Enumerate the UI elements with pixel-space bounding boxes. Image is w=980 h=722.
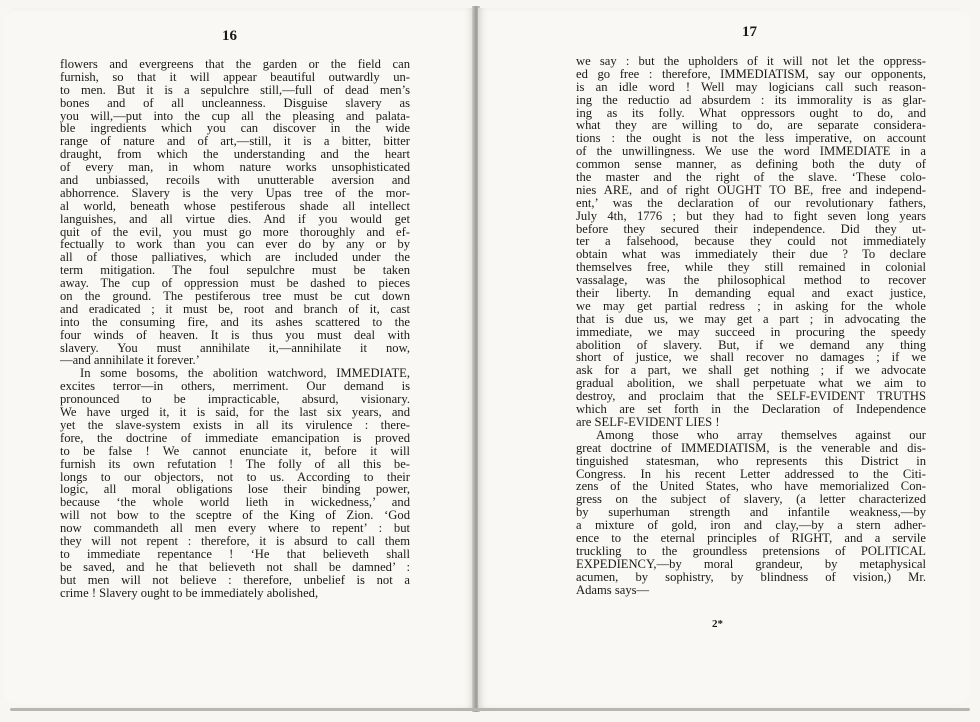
text-line: and unbiassed, recoils with unutterable aversion and bbox=[60, 173, 410, 188]
text-line: be saved, and he that believeth not shall be damned’ : bbox=[60, 559, 410, 574]
text-line: zens of the United States, who have memorialized Con- bbox=[576, 479, 926, 494]
text-line: destroy, and proclaim that the SELF-EVIDENT TRUTHS bbox=[576, 389, 926, 404]
text-line: ence to the eternal principles of RIGHT, and a servile bbox=[576, 530, 926, 545]
text-line: they will not repent : therefore, it is absurd to call them bbox=[60, 533, 410, 548]
text-line: crime ! Slavery ought to be immediately abolished, bbox=[60, 585, 319, 600]
text-line: a mixture of gold, iron and clay,—by a stern adher- bbox=[576, 518, 926, 533]
text-line: of every man, in whom nature works unsophisticated bbox=[60, 160, 410, 175]
text-line: al world, beneath whose pestiferous shade all intellect bbox=[60, 198, 410, 213]
text-line: but men will not believe : therefore, unbelief is not a bbox=[60, 572, 410, 587]
text-line: slavery. You must annihilate it,—annihilate it now, bbox=[60, 340, 410, 355]
text-line: abhorrence. Slavery is the very Upas tree of the mor- bbox=[60, 185, 410, 200]
text-line: common sense manner, as defining both the duty of bbox=[576, 157, 926, 172]
text-line: ter a falsehood, because they could not immediately bbox=[576, 234, 926, 249]
text-line: ask for a part, we shall get nothing ; if we advocate bbox=[576, 363, 926, 378]
text-line: and eradicated ; it must be, root and branch of it, cast bbox=[60, 301, 410, 316]
text-line: which are set forth in the Declaration of Independence bbox=[576, 402, 926, 417]
text-line: We have urged it, it is said, for the last six years, and bbox=[60, 405, 410, 420]
text-line: fore, the doctrine of immediate emancipation is proved bbox=[60, 430, 410, 445]
text-line: we may get partial redress ; in asking for the whole bbox=[576, 298, 926, 313]
text-line: range of nature and of art,—still, it is a bitter, bitter bbox=[60, 134, 410, 149]
text-line: furnish, so that it will appear beautiful outwardly un- bbox=[60, 69, 410, 84]
text-line: Congress. In his recent Letter addressed to the Citi- bbox=[576, 466, 926, 481]
text-line: is an idle word ! Well may logicians call such reason- bbox=[576, 79, 926, 94]
text-line: into the consuming fire, and its ashes scattered to the bbox=[60, 314, 410, 329]
text-line: furnish its own refutation ! The folly of all this be- bbox=[60, 456, 410, 471]
text-line: term mitigation. The foul sepulchre must be taken bbox=[60, 263, 410, 278]
text-line: bones and of all uncleanness. Disguise slavery as bbox=[60, 95, 410, 110]
text-line: obtain what was immediately their due ? To declare bbox=[576, 247, 926, 262]
text-line: because ‘the whole world lieth in wickedness,’ and bbox=[60, 495, 410, 510]
text-line: ent,’ was the declaration of our revolutionary fathers, bbox=[576, 195, 926, 210]
text-line: longs to our objectors, not to us. According to their bbox=[60, 469, 410, 484]
text-line: you will,—put into the cup all the pleasing and palata- bbox=[60, 108, 410, 123]
text-line: the master and the right of the slave. ‘These colo- bbox=[576, 170, 926, 185]
text-line: excites terror—in others, merriment. Our demand is bbox=[60, 379, 410, 394]
text-line: July 4th, 1776 ; but they had to fight seven long years bbox=[576, 208, 926, 223]
text-line: to immediate repentance ! ‘He that believeth shall bbox=[60, 546, 410, 561]
text-line: yet the slave-system exists in all its virulence : there- bbox=[60, 417, 410, 432]
text-line: short of justice, we shall recover no damages ; if we bbox=[576, 350, 926, 365]
text-line: themselves free, while they still remained in colonial bbox=[576, 260, 926, 275]
text-line: flowers and evergreens that the garden or the field can bbox=[60, 57, 410, 71]
text-line: their liberty. In demanding equal and exact justice, bbox=[576, 286, 926, 301]
text-line: fectually to work than you can ever do by any or by bbox=[60, 237, 410, 252]
text-line: ing as its folly. What oppressors ought to do, and bbox=[576, 105, 926, 120]
text-line: what they are willing to do, are separate considera- bbox=[576, 118, 926, 133]
text-line: Among those who array themselves against our bbox=[596, 427, 926, 442]
text-line: tions : the ought is not the less imperative, on account bbox=[576, 131, 926, 146]
text-line: are SELF-EVIDENT LIES ! bbox=[576, 414, 720, 429]
right-page bbox=[478, 8, 970, 708]
text-line: away. The cup of oppression must be dashed to pieces bbox=[60, 276, 410, 291]
right-page-number: 17 bbox=[742, 24, 757, 40]
text-line: logic, all moral obligations lose their binding power, bbox=[60, 482, 410, 497]
text-line: before they secured their independence. Did they ut- bbox=[576, 221, 926, 236]
text-line: —and annihilate it forever.’ bbox=[60, 353, 200, 368]
text-line: In some bosoms, the abolition watchword, IMMEDIATE, bbox=[80, 366, 410, 381]
text-line: gress on the subject of slavery, (a letter characterized bbox=[576, 492, 926, 507]
text-line: gradual abolition, we shall perpetuate what we aim to bbox=[576, 376, 926, 391]
text-line: to be false ! We cannot enunciate it, before it will bbox=[60, 443, 410, 458]
text-line: languishes, and all virtue dies. And if you would get bbox=[60, 211, 410, 226]
text-line: truckling to the groundless pretensions of POLITICAL bbox=[576, 543, 926, 558]
text-line: draught, from which the understanding and the heart bbox=[60, 147, 410, 162]
text-line: now commandeth all men every where to repent’ : but bbox=[60, 521, 410, 536]
text-line: pronounced to be impracticable, absurd, visionary. bbox=[60, 392, 410, 407]
text-line: we say : but the upholders of it will not let the oppress- bbox=[576, 54, 926, 68]
text-line: tinguished statesman, who represents this District in bbox=[576, 453, 926, 468]
left-page-text bbox=[60, 58, 410, 599]
text-line: quit of the evil, you must go more thoroughly and ef- bbox=[60, 224, 410, 239]
text-line: ed go free : therefore, IMMEDIATISM, say our opponents, bbox=[576, 66, 926, 81]
text-line: EXPEDIENCY,—by moral grandeur, by metaphysical bbox=[576, 556, 926, 571]
text-line: ing the reductio ad absurdem : its immorality is as glar- bbox=[576, 92, 926, 107]
text-line: on the ground. The pestiferous tree must be cut down bbox=[60, 289, 410, 304]
signature-mark: 2* bbox=[712, 618, 723, 630]
text-line: that is due us, we may get a part ; in advocating the bbox=[576, 311, 926, 326]
text-line: by superhuman strength and infantile weakness,—by bbox=[576, 505, 926, 520]
text-line: acumen, by sophistry, by blindness of vision,) Mr. bbox=[576, 569, 926, 584]
text-line: all of those palliatives, which are included under the bbox=[60, 250, 410, 265]
left-page-number: 16 bbox=[222, 28, 237, 44]
text-line: Adams says— bbox=[576, 582, 650, 597]
right-page-text bbox=[576, 55, 926, 596]
text-line: ble ingredients which you can discover in the wide bbox=[60, 121, 410, 136]
text-line: nies ARE, and of right OUGHT TO BE, free and independ- bbox=[576, 182, 926, 197]
text-line: four winds of heaven. It is thus you must deal with bbox=[60, 327, 410, 342]
text-line: great doctrine of IMMEDIATISM, is the venerable and dis- bbox=[576, 440, 926, 455]
left-page bbox=[4, 8, 474, 708]
text-line: immediate, we may succeed in procuring the speedy bbox=[576, 324, 926, 339]
text-line: will not bow to the sceptre of the King of Zion. ‘God bbox=[60, 508, 410, 523]
text-line: of the unwillingness. We use the word IMMEDIATE in a bbox=[576, 144, 926, 159]
text-line: vassalage, was the philosophical method to recover bbox=[576, 273, 926, 288]
page-bottom-edge bbox=[10, 708, 970, 711]
text-line: abolition of slavery. But, if we demand any thing bbox=[576, 337, 926, 352]
text-line: to men. But it is a sepulchre still,—full of dead men’s bbox=[60, 82, 410, 97]
